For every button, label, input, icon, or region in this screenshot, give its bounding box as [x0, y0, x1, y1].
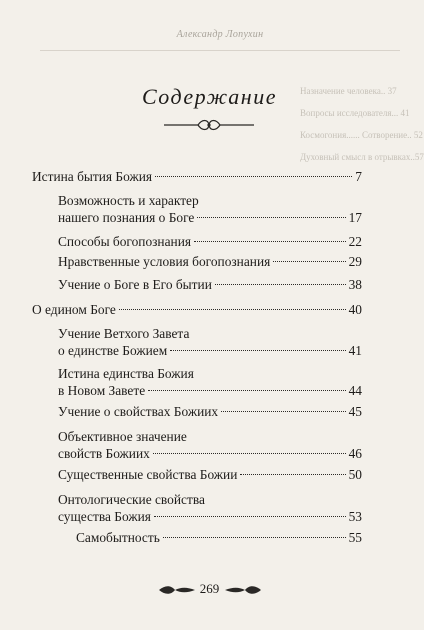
toc-entry[interactable] — [58, 192, 362, 226]
toc-entry[interactable] — [58, 403, 362, 420]
toc-leader — [215, 284, 346, 285]
toc-entry-title: существа Божия — [58, 509, 151, 524]
toc-leader — [153, 453, 346, 454]
ornament-right-icon — [223, 585, 263, 595]
running-header: Александр Лопухин — [40, 20, 400, 51]
toc-entry-title: Существенные свойства Божии — [58, 467, 238, 482]
toc-page-number: 22 — [348, 234, 362, 249]
toc-entry-title: Истина бытия Божия — [32, 169, 153, 184]
toc-entry-title: Истина единства Божия — [58, 366, 194, 381]
toc-entry[interactable] — [58, 466, 362, 483]
toc-entry-title: Учение о свойствах Божиих — [58, 404, 219, 419]
toc-page-number: 41 — [348, 343, 362, 358]
toc-leader — [148, 390, 345, 391]
toc-leader — [155, 176, 352, 177]
toc-leader — [197, 217, 345, 218]
toc-page-number: 53 — [348, 509, 362, 524]
toc-leader — [221, 411, 345, 412]
toc-entry-title: Способы богопознания — [58, 234, 192, 249]
toc-entry[interactable] — [32, 301, 362, 318]
toc-entry[interactable] — [58, 491, 362, 525]
toc-leader — [154, 516, 346, 517]
toc-entry[interactable] — [58, 276, 362, 293]
toc-page-number: 44 — [348, 383, 362, 398]
toc-leader — [119, 309, 346, 310]
toc-entry[interactable] — [76, 529, 362, 546]
toc-leader — [194, 241, 346, 242]
toc-page-number: 40 — [348, 302, 362, 317]
toc-entry-title: Онтологические свойства — [58, 492, 205, 507]
toc-entry-title: Нравственные условия богопознания — [58, 254, 271, 269]
toc-entry-title: в Новом Завете — [58, 383, 146, 398]
toc-entry-title: Возможность и характер — [58, 193, 199, 208]
toc-leader — [163, 537, 346, 538]
toc-entry[interactable] — [58, 325, 362, 359]
ornament-left-icon — [157, 585, 197, 595]
toc-page-number: 46 — [348, 446, 362, 461]
toc-entry-title: Учение о Боге в Его бытии — [58, 277, 212, 292]
toc-leader — [273, 261, 345, 262]
toc-page-number: 55 — [348, 530, 362, 545]
toc-entry[interactable] — [32, 168, 362, 185]
toc-page-number: 45 — [348, 404, 362, 419]
toc-entry-title: О едином Боге — [32, 302, 116, 317]
page-title: Содержание — [141, 84, 277, 109]
toc-leader — [170, 350, 345, 351]
toc-entry-title: свойств Божиих — [58, 446, 150, 461]
toc-entry[interactable] — [58, 233, 362, 250]
toc-page-number: 29 — [348, 254, 362, 269]
toc-entry[interactable] — [58, 428, 362, 462]
toc-page-number: 50 — [348, 467, 362, 482]
toc-entry-title: о единстве Божием — [58, 343, 168, 358]
toc-page-number: 7 — [355, 169, 362, 184]
toc-entry-title: Учение Ветхого Завета — [58, 326, 190, 341]
toc-leader — [240, 474, 345, 475]
toc-entry[interactable] — [58, 365, 362, 399]
toc-page-number: 38 — [348, 277, 362, 292]
page-number — [0, 581, 419, 597]
page-number-text: 269 — [199, 581, 220, 596]
toc-entry-title: Объективное значение — [58, 429, 187, 444]
toc-page-number: 17 — [348, 210, 362, 225]
toc-entry-title: нашего познания о Боге — [58, 210, 195, 225]
toc-entry-title: Самобытность — [76, 530, 160, 545]
toc-entry[interactable] — [58, 253, 362, 270]
